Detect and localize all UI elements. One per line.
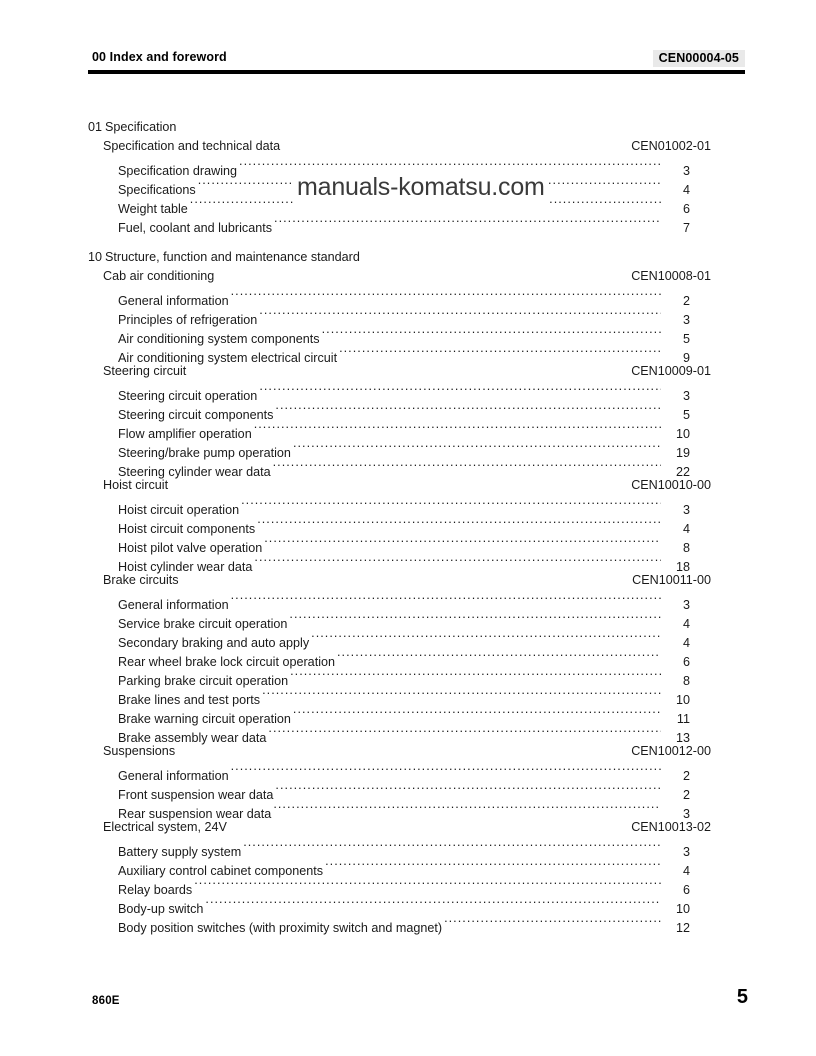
toc-entry-row[interactable] — [88, 514, 718, 536]
toc-entry-title: Hoist circuit components — [118, 522, 256, 536]
toc-section-number: 10 — [88, 250, 103, 264]
toc-dot-leader — [444, 913, 661, 932]
toc-entry-page-number: 13 — [675, 731, 690, 745]
toc-entry-page-number: 3 — [682, 807, 690, 821]
toc-section-number: 01 — [88, 120, 103, 134]
toc-entry-page-number: 18 — [675, 560, 690, 574]
toc-section-title: Specification — [105, 120, 177, 134]
toc-entry-title: Auxiliary control cabinet components — [118, 864, 324, 878]
toc-entry-page-number: 22 — [675, 465, 690, 479]
toc-entry-title: Parking brake circuit operation — [118, 674, 289, 688]
toc-entry-page-number: 3 — [682, 389, 690, 403]
toc-entry-page-number: 2 — [682, 769, 690, 783]
toc-section-title: Structure, function and maintenance standard — [105, 250, 360, 264]
toc-group-row[interactable] — [88, 476, 718, 495]
toc-entry-title: Steering/brake pump operation — [118, 446, 291, 460]
toc-dot-leader — [339, 343, 661, 362]
toc-entry-row[interactable] — [88, 856, 718, 878]
toc-dot-leader — [337, 647, 661, 666]
toc-group-title: Steering circuit — [103, 364, 187, 378]
toc-entry-page-number: 6 — [682, 883, 690, 897]
toc-entry-title: Service brake circuit operation — [118, 617, 288, 631]
toc-entry-title: Principles of refrigeration — [118, 313, 258, 327]
toc-entry-title: Specification drawing — [118, 164, 238, 178]
toc-entry-row[interactable] — [88, 495, 718, 517]
toc-entry-row[interactable] — [88, 780, 718, 802]
toc-entry-title: Brake lines and test ports — [118, 693, 261, 707]
toc-entry-row[interactable] — [88, 400, 718, 422]
toc-dot-leader — [262, 685, 661, 704]
header-rule — [88, 70, 745, 74]
toc-entry-page-number: 4 — [682, 864, 690, 878]
toc-entry-page-number: 5 — [682, 408, 690, 422]
toc-dot-leader — [268, 723, 661, 742]
toc-entry-row[interactable] — [88, 324, 718, 346]
toc-dot-leader — [264, 533, 661, 552]
toc-entry-row[interactable] — [88, 419, 718, 441]
toc-entry-page-number: 10 — [675, 427, 690, 441]
toc-entry-title: Body-up switch — [118, 902, 204, 916]
toc-entry-title: Body position switches (with proximity switch and magnet) — [118, 921, 443, 935]
toc-dot-leader — [273, 457, 661, 476]
toc-entry-page-number: 2 — [682, 294, 690, 308]
toc-group-document-code: CEN10008-01 — [631, 269, 711, 283]
toc-group-title: Electrical system, 24V — [103, 820, 227, 834]
toc-entry-page-number: 3 — [682, 313, 690, 327]
toc-entry-title: Relay boards — [118, 883, 193, 897]
toc-group-row[interactable] — [88, 137, 718, 156]
toc-section-heading — [88, 118, 718, 137]
toc-section-heading — [88, 248, 718, 267]
header-document-code: CEN00004-05 — [653, 50, 745, 67]
toc-entry-row[interactable] — [88, 875, 718, 897]
toc-entry-page-number: 9 — [682, 351, 690, 365]
toc-entry-row[interactable] — [88, 590, 718, 612]
toc-dot-leader — [273, 799, 661, 818]
toc-dot-leader — [257, 514, 661, 533]
toc-entry-page-number: 3 — [682, 503, 690, 517]
toc-entry-row[interactable] — [88, 666, 718, 688]
toc-dot-leader — [259, 381, 661, 400]
toc-dot-leader — [205, 894, 661, 913]
toc-entry-title: Brake assembly wear data — [118, 731, 267, 745]
toc-entry-page-number: 5 — [682, 332, 690, 346]
toc-entry-title: Specifications — [118, 183, 196, 197]
toc-dot-leader — [322, 324, 661, 343]
toc-group-document-code: CEN10011-00 — [632, 573, 711, 587]
footer-model-label: 860E — [92, 995, 120, 1007]
toc-entry-title: Steering cylinder wear data — [118, 465, 271, 479]
toc-entry-title: Hoist cylinder wear data — [118, 560, 253, 574]
toc-entry-page-number: 4 — [682, 183, 690, 197]
toc-group-document-code: CEN10012-00 — [631, 744, 711, 758]
toc-entry-page-number: 11 — [676, 712, 690, 726]
toc-dot-leader — [243, 837, 661, 856]
table-of-contents — [88, 118, 718, 935]
toc-entry-title: Fuel, coolant and lubricants — [118, 221, 273, 235]
toc-dot-leader — [275, 780, 661, 799]
toc-dot-leader — [293, 704, 661, 723]
toc-dot-leader — [241, 495, 661, 514]
toc-group-title: Specification and technical data — [103, 139, 281, 153]
toc-dot-leader — [194, 875, 661, 894]
header-section-title: 00 Index and foreword — [92, 50, 227, 64]
page-header — [88, 50, 745, 72]
toc-entry-row[interactable] — [88, 913, 718, 935]
toc-group-row[interactable] — [88, 267, 718, 286]
toc-entry-title: Battery supply system — [118, 845, 242, 859]
toc-group-row[interactable] — [88, 818, 718, 837]
toc-entry-row[interactable] — [88, 837, 718, 859]
toc-dot-leader — [259, 305, 661, 324]
toc-entry-row[interactable] — [88, 761, 718, 783]
toc-group-document-code: CEN10013-02 — [631, 820, 711, 834]
toc-entry-row[interactable] — [88, 305, 718, 327]
toc-entry-title: Rear suspension wear data — [118, 807, 272, 821]
toc-dot-leader — [254, 552, 661, 571]
watermark-text: manuals-komatsu.com — [294, 172, 548, 203]
toc-entry-title: Steering circuit operation — [118, 389, 258, 403]
toc-entry-page-number: 12 — [675, 921, 690, 935]
toc-entry-row[interactable] — [88, 438, 718, 460]
toc-dot-leader — [290, 666, 661, 685]
toc-entry-title: General information — [118, 294, 229, 308]
toc-entry-page-number: 4 — [682, 617, 690, 631]
toc-entry-row[interactable] — [88, 552, 718, 574]
toc-entry-page-number: 7 — [682, 221, 690, 235]
toc-entry-row[interactable] — [88, 457, 718, 479]
toc-entry-page-number: 8 — [682, 541, 690, 555]
toc-entry-row[interactable] — [88, 685, 718, 707]
toc-dot-leader — [231, 761, 661, 780]
toc-dot-leader — [231, 286, 661, 305]
toc-group-title: Suspensions — [103, 744, 176, 758]
toc-dot-leader — [289, 609, 661, 628]
toc-entry-page-number: 4 — [682, 636, 690, 650]
toc-group-title: Brake circuits — [103, 573, 179, 587]
toc-entry-title: Rear wheel brake lock circuit operation — [118, 655, 335, 669]
toc-entry-page-number: 3 — [682, 164, 690, 178]
toc-group-title: Cab air conditioning — [103, 269, 215, 283]
toc-group-row[interactable] — [88, 571, 718, 590]
toc-entry-row[interactable] — [88, 894, 718, 916]
toc-dot-leader — [254, 419, 661, 438]
toc-entry-title: General information — [118, 769, 229, 783]
toc-entry-title: Weight table — [118, 202, 188, 216]
toc-group-document-code: CEN10009-01 — [631, 364, 711, 378]
footer-page-number: 5 — [736, 986, 748, 1008]
toc-dot-leader — [274, 213, 661, 232]
toc-entry-row[interactable] — [88, 647, 718, 669]
toc-dot-leader — [275, 400, 661, 419]
toc-entry-page-number: 3 — [682, 598, 690, 612]
toc-entry-title: Front suspension wear data — [118, 788, 274, 802]
toc-entry-page-number: 3 — [682, 845, 690, 859]
toc-entry-title: Hoist circuit operation — [118, 503, 240, 517]
toc-entry-title: General information — [118, 598, 229, 612]
toc-entry-row[interactable] — [88, 533, 718, 555]
toc-group-document-code: CEN01002-01 — [631, 139, 711, 153]
toc-entry-row[interactable] — [88, 628, 718, 650]
toc-entry-row[interactable] — [88, 286, 718, 308]
toc-entry-title: Brake warning circuit operation — [118, 712, 291, 726]
toc-entry-row[interactable] — [88, 213, 718, 235]
toc-group-row[interactable] — [88, 362, 718, 381]
toc-entry-title: Steering circuit components — [118, 408, 274, 422]
toc-entry-row[interactable] — [88, 609, 718, 631]
toc-entry-page-number: 4 — [682, 522, 690, 536]
toc-entry-row[interactable] — [88, 723, 718, 745]
toc-entry-title: Hoist pilot valve operation — [118, 541, 263, 555]
toc-dot-leader — [311, 628, 661, 647]
toc-entry-page-number: 19 — [675, 446, 690, 460]
toc-entry-page-number: 6 — [682, 655, 690, 669]
toc-entry-row[interactable] — [88, 799, 718, 821]
toc-entry-row[interactable] — [88, 343, 718, 365]
toc-entry-row[interactable] — [88, 704, 718, 726]
toc-dot-leader — [325, 856, 661, 875]
toc-group-document-code: CEN10010-00 — [631, 478, 711, 492]
toc-entry-page-number: 2 — [682, 788, 690, 802]
toc-entry-title: Secondary braking and auto apply — [118, 636, 310, 650]
toc-entry-page-number: 6 — [682, 202, 690, 216]
toc-entry-page-number: 10 — [675, 902, 690, 916]
toc-entry-title: Flow amplifier operation — [118, 427, 252, 441]
toc-entry-page-number: 8 — [682, 674, 690, 688]
toc-entry-page-number: 10 — [675, 693, 690, 707]
toc-group-title: Hoist circuit — [103, 478, 169, 492]
toc-entry-row[interactable] — [88, 381, 718, 403]
toc-entry-title: Air conditioning system electrical circuit — [118, 351, 338, 365]
toc-dot-leader — [293, 438, 661, 457]
toc-dot-leader — [231, 590, 661, 609]
toc-entry-title: Air conditioning system components — [118, 332, 320, 346]
toc-group-row[interactable] — [88, 742, 718, 761]
